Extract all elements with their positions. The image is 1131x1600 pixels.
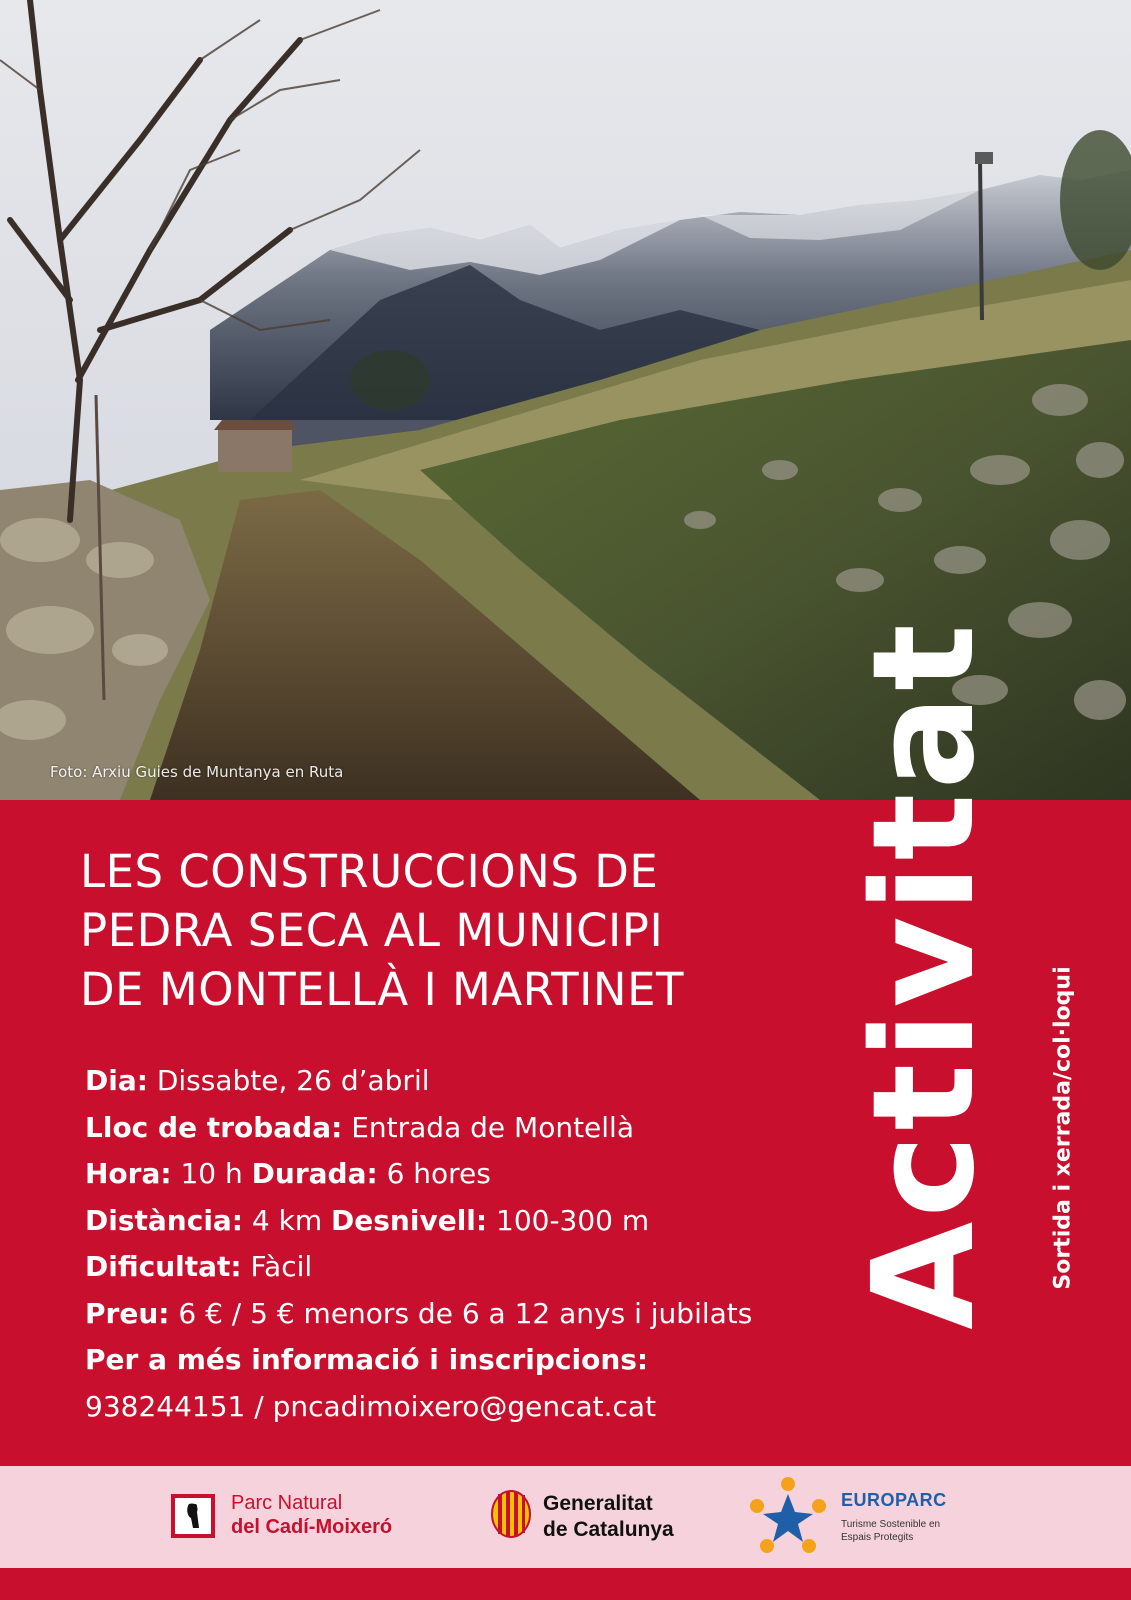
durada-value: 6 hores	[377, 1157, 491, 1190]
detail-row-distancia	[85, 1198, 845, 1245]
dificultat-label: Dificultat:	[85, 1250, 242, 1283]
distancia-value: 4 km	[243, 1203, 332, 1237]
dificultat-value: Fàcil	[241, 1250, 313, 1283]
event-details	[85, 1058, 845, 1430]
preu-value: 6 € / 5 € menors de 6 a 12 anys i jubilats	[169, 1296, 753, 1330]
desnivell-label: Desnivell:	[331, 1203, 488, 1237]
europarc-logo-line-3: Espais Protegits	[841, 1532, 914, 1543]
lloc-value: Entrada de Montellà	[342, 1110, 634, 1144]
durada-label: Durada:	[251, 1157, 378, 1190]
photo-credit: Foto: Arxiu Guies de Muntanya en Ruta	[50, 763, 344, 781]
activitat-vertical-heading: Activitat	[843, 620, 1006, 1330]
preu-label: Preu:	[85, 1296, 170, 1330]
parc-natural-icon	[171, 1494, 215, 1538]
info-label: Per a més informació i inscripcions:	[85, 1343, 649, 1376]
title-line-1: LES CONSTRUCCIONS DE	[80, 845, 659, 898]
dia-value: Dissabte, 26 d’abril	[147, 1064, 430, 1097]
detail-row-hora	[85, 1151, 845, 1198]
activity-type-vertical: Sortida i xerrada/col·loqui	[1050, 966, 1076, 1290]
generalitat-logo-line-2: de Catalunya	[543, 1518, 674, 1541]
contact-info: 938244151 / pncadimoixero@gencat.cat	[85, 1389, 657, 1423]
distancia-label: Distància:	[85, 1203, 244, 1237]
title-line-2: PEDRA SECA AL MUNICIPI	[80, 904, 664, 957]
senyera-icon	[490, 1489, 532, 1539]
lloc-label: Lloc de trobada:	[85, 1110, 343, 1144]
parc-logo-line-2: del Cadí-Moixeró	[231, 1516, 393, 1538]
hora-label: Hora:	[85, 1157, 172, 1190]
dia-label: Dia:	[85, 1064, 148, 1097]
detail-row-info	[85, 1337, 845, 1384]
hora-value: 10 h	[171, 1157, 252, 1190]
detail-row-dificultat	[85, 1244, 845, 1291]
event-title	[80, 842, 840, 1019]
title-line-3: DE MONTELLÀ I MARTINET	[80, 963, 684, 1016]
desnivell-value: 100-300 m	[487, 1203, 650, 1237]
europarc-logo-line-1: EUROPARC	[841, 1490, 947, 1510]
detail-row-dia	[85, 1058, 845, 1105]
generalitat-logo-line-1: Generalitat	[543, 1492, 653, 1515]
detail-row-lloc	[85, 1105, 845, 1152]
europarc-star-icon	[745, 1474, 831, 1560]
europarc-logo-line-2: Turisme Sostenible en	[841, 1519, 941, 1530]
sponsor-footer	[0, 1466, 1131, 1568]
detail-row-preu	[85, 1291, 845, 1338]
parc-logo-line-1: Parc Natural	[231, 1492, 343, 1514]
bottom-red-strip	[0, 1568, 1131, 1600]
